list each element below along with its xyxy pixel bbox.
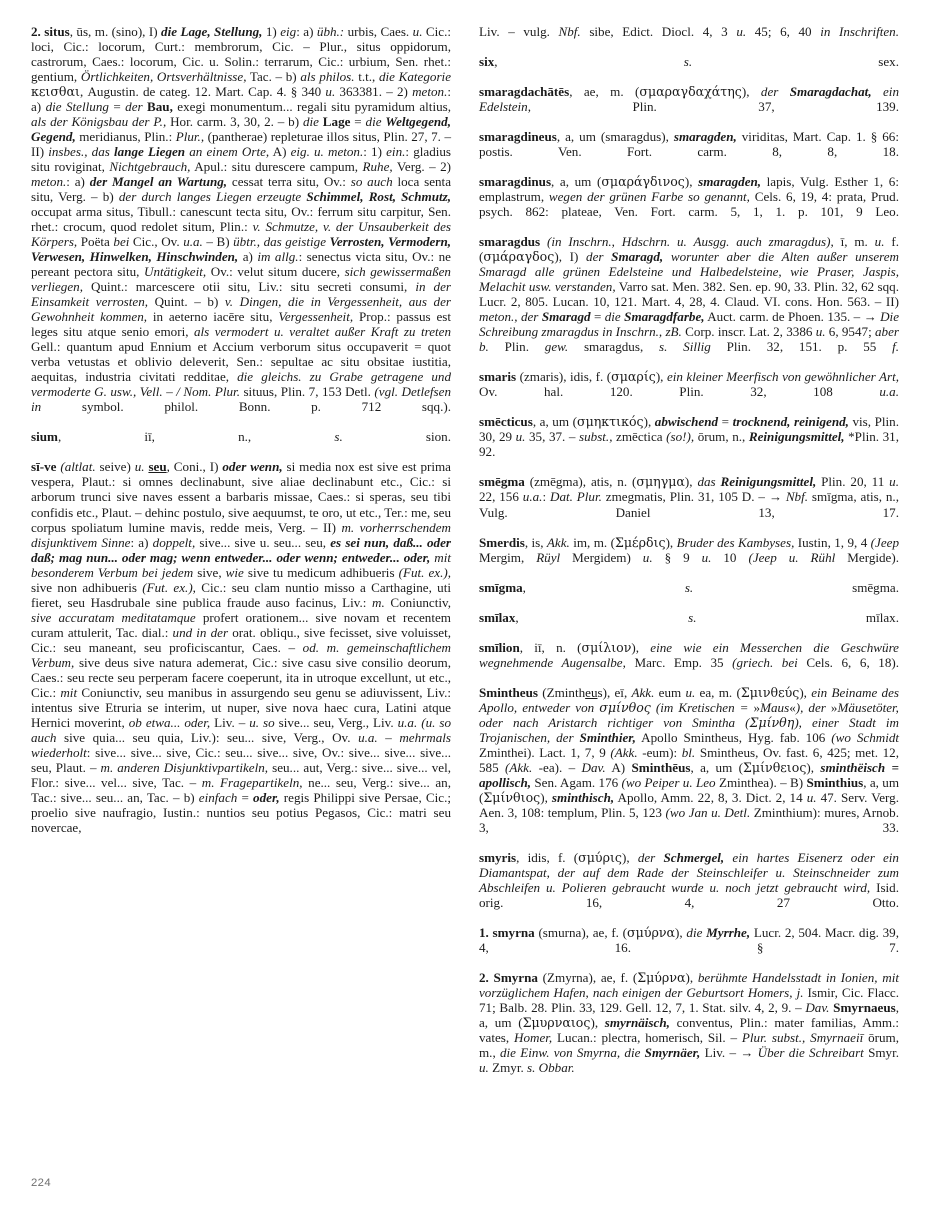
dictionary-entry: smīlax, s. mīlax. [479,609,899,625]
dictionary-entry: 1. smyrna (smurna), ae, f. (σμύρνα), die Myrrhe, Lucr. 2, 504. Macr. dig. 39, 4, 16. § 7. [479,924,899,955]
dictionary-entry: Smintheus (Zmintheus), eī, Akk. eum u. ea, m. (Σμινθεύς), ein Beiname des Apollo, entweder von σμίνθος (im Kretischen = »Maus«), der »Mäusetöter, oder nach Aristarch richtiger von Smintha (Σμίνθη), einer Stadt im Trojanischen, der Sminthier, Apollo Smintheus, Hyg. fab. 106 (wo Schmidt Zminthei). Lact. 1, 7, 9 (Akk. -eum): bl. Smintheus, Ov. fast. 6, 425; met. 12, 585 (Akk. -ea). – Dav. A) Sminthēus, a, um (Σμίνθειος), sminthëisch = apollisch, Sen. Agam. 176 (wo Peiper u. Leo Zminthea). – B) Sminthius, a, um (Σμίνθιος), sminthisch, Apollo, Amm. 22, 8, 3. Dict. 2, 14 u. 47. Serv. Verg. Aen. 3, 108: templum, Plin. 5, 123 (wo Jan u. Detl. Zminthium): mures, Arnob. 3, 33. [479,684,900,835]
dictionary-entry: smaragdineus, a, um (smaragdus), smaragden, viriditas, Mart. Cap. 1. § 66: postis. Ven. Fort. carm. 8, 8, 18. [479,129,899,160]
dictionary-entry: Liv. – vulg. Nbf. sibe, Edict. Diocl. 4, 3 u. 45; 6, 40 in Inschriften. [479,24,899,39]
dictionary-entry: 2. Smyrna (Zmyrna), ae, f. (Σμύρνα), berühmte Handelsstadt in Ionien, mit vorzüglichem Hafen, nach einigen der Geburtsort Homers, j. Ismir, Cic. Flacc. 71; Balb. 28. Plin. 33, 129. Gell. 12, 7, 1. Stat. silv. 4, 2, 9. – Dav. Smyrnaeus, a, um (Σμυρναιος), smyrnäisch, conventus, Plin.: mater familias, Amm.: vates, Homer, Lucan.: plectra, homerisch, Sil. – Plur. subst., Smyrnaeiī ōrum, m., die Einw. von Smyrna, die Smyrnäer, Liv. – → Über die Schreibart Smyr. u. Zmyr. s. Obbar. [479,969,900,1076]
dictionary-entry: 2. situs, ūs, m. (sino), I) die Lage, Stellung, 1) eig: a) übh.: urbis, Caes. u. Cic.: loci, Cic.: locorum, Curt.: membrorum, Cic. – Plur., situs oppidorum, castrorum, Caes.: locorum, Cic. u. Solin.: terrarum, Cic.: urbium, Sen. rhet.: gentium, Örtlichkeiten, Ortsverhältnisse, Tac. – b) als philos. t.t., die Kategorie κεισθαι, Augustin. de categ. 12. Mart. Cap. 4. § 340 u. 363381. – 2) meton.: a) die Stellung = der Bau, exegi monumentum... regali situ pyramidum altius, als der Königsbau der P., Hor. carm. 3, 30, 2. – b) die Lage = die Weltgegend, Gegend, meridianus, Plin.: Plur., (pantherae) repleturae illos situs, Plin. 27, 7. – II) insbes., das lange Liegen an einem Orte, A) eig. u. meton.: 1) ein.: gladius situ roviginat, Nichtgebrauch, Apul.: situ durescere campum, Ruhe, Verg. – 2) meton.: a) der Mangel an Wartung, cessat terra situ, Ov.: so auch loca senta situ, Verg. – b) der durch langes Liegen erzeugte Schimmel, Rost, Schmutz, occupat arma situs, Tibull.: canescunt tecta situ, Ov.: ferrum situ carpitur, Sen. rhet.: crocum, quod redolet situm, Plin.: v. Schmutze, v. der Unsauberkeit des Körpers, Poëta bei Cic., Ov. u.a. – B) übtr., das geistige Verrosten, Vermodern, Verwesen, Hinwelken, Hinschwinden, a) im allg.: senectus victa situ, Ov.: ne pereant pectora situ, Untätigkeit, Ov.: velut situm ducere, sich gewissermaßen verliegen, Quint.: marcescere otii situ, Liv.: situ secreti consumi, in der Einsamkeit verrosten, Quint. – b) v. Dingen, die in Vergessenheit, aus der Gewohnheit kommen, in aeterno iacēre situ, Vergessenheit, Prop.: passus est leges situ atque senio emori, als vermodert u. veraltet außer Kraft zu treten Gell.: quantum apud Ennium et Accium verborum situs occupaverit = quot verba vetustas et oblivio deleverit, Sen.: sepultae ac situ obsitae iustitia, aequitas, industria civitati redditae, die gleichs. zu Grabe getragene und vermoderte G. usw., Vell. – / Nom. Plur. situus, Plin. 7, 153 Detl. (vgl. Detlefsen in symbol. philol. Bonn. p. 712 sqq.). [31,24,452,415]
dictionary-entry: sium, iī, n., s. sion. [31,429,451,445]
two-column-text-body [31,24,904,1146]
dictionary-entry: Smerdis, is, Akk. im, m. (Σμέρδις), Bruder des Kambyses, Iustin, 1, 9, 4 (Jeep Mergim, Rüyl Mergidem) u. § 9 u. 10 (Jeep u. Rühl Mergide). [479,534,899,565]
dictionary-entry: smaris (zmaris), idis, f. (σμαρίς), ein kleiner Meerfisch von gewöhnlicher Art, Ov. hal. 120. Plin. 32, 108 u.a. [479,369,899,400]
dictionary-entry: smaragdinus, a, um (σμαράγδινος), smaragden, lapis, Vulg. Esther 1, 6: emplastrum, wegen der grünen Farbe so genannt, Cels. 6, 19, 4: prata, Prud. psych. 862: plateae, Ven. Fort. carm. 5, 1, 1. p. 101, 9 Leo. [479,174,900,220]
dictionary-entry: smaragdus (in Inschrn., Hdschrn. u. Ausgg. auch zmaragdus), ī, m. u. f. (σμάραγδος), I) der Smaragd, worunter aber die Alten außer unserem Smaragd alle grünen Edelsteine und Halbedelsteine, wie Praser, Jaspis, Melachit usw. verstanden, Varro sat. Men. 382. Sen. ep. 90, 33. Plin. 32, 62 sqq. Lucr. 2, 805. Lucan. 10, 121. Mart. 4, 28, 4. Claud. VI. cons. Hon. 563. – II) meton., der Smaragd = die Smaragdfarbe, Auct. carm. de Phoen. 135. – → Die Schreibung zmaragdus in Inschrn., zB. Corp. inscr. Lat. 2, 3386 u. 6, 9547; aber b. Plin. gew. smaragdus, s. Sillig Plin. 32, 151. p. 55 f. [479,234,900,355]
dictionary-entry: smyris, idis, f. (σμύρις), der Schmergel, ein hartes Eisenerz oder ein Diamantspat, der auf dem Rade der Steinschleifer u. Steinschneider zum Abschleifen u. Polieren gebraucht wurde u. noch jetzt gebraucht wird, Isid. orig. 16, 4, 27 Otto. [479,849,899,910]
left-column [31,24,451,835]
page-number: 224 [31,1177,52,1189]
dictionary-entry: six, s. sex. [479,54,899,70]
dictionary-entry: sī-ve (altlat. seive) u. seu, Coni., I) oder wenn, si media nox est sive est prima vespera, Plaut.: si omnes declinabunt, sive aliae declinabunt etc., Cic.: si arborum trunci sive naves essent a barbaris missae, Caes.: si speras, seu tibi confidis etc., Plaut. – dehinc postulo, sive aequumst, te oro, ut etc., Ter.: me, seu corpus spoliatum lumine mavis, redde meis, Verg. – II) m. vorherrschendem disjunktivem Sinne: a) doppelt, sive... sive u. seu... seu, es sei nun, daß... oder daß; mag nun... oder mag; wenn entweder... oder wenn; entweder... oder, mit besonderem Verbum bei jedem sive, wie sive tu medicum adhibueris (Fut. ex.), sive non adhibueris (Fut. ex.), Cic.: seu clam nuntio misso a Carthagine, uti fieret, seu Hasdrubale sine publica fraude auso facinus, Liv.: m. Coniunctiv, sive accuratam meditatamque profert orationem... sive novam et recentem curam attulerit, Tac. dial.: und in der orat. obliqu., sive fecisset, sive voluisset, Cic.: seu maneant, seu proficiscantur, Caes. – od. m. gemeinschaftlichem Verbum, sive deus sive natura ademerat, Cic.: sive casu sive consilio deorum, Caes.: seu recte seu perperam facere coeperunt, ita in utroque excellunt, ut etc., Cic.: mit Coniunctiv, seu manibus in assurgendo seu genu se adiuvissent, Liv.: intentus sive Etruria se interim, ut nuper, sive nova haec cura, Latini atque Hernici moverint, ob etwa... oder, Liv. – u. so sive... seu, Verg., Liv. u.a. (u. so auch sive quia... seu quia, Liv.): seu... sive, Verg., Ov. u.a. – mehrmals wiederholt: sive... sive... sive, Cic.: seu... sive... sive, Ov.: sive... sive... sive... seu, Plaut. – m. anderen Disjunktivpartikeln, seu... aut, Verg.: sive... sive... vel, Flor.: sive... vel... sive, Tac. – m. Fragepartikeln, ne... seu, Verg.: sive... an, Tac.: sive... seu... an, Tac. – b) einfach = oder, regis Philippi sive Persae, Cic.; proelio sive naufragio, Iustin.: nuntios seu potius Pegasos, Cic.: matri seu novercae, [31,459,452,835]
dictionary-entry: smēcticus, a, um (σμηκτικός), abwischend = trocknend, reinigend, vis, Plin. 30, 29 u. 35, 37. – subst., zmēctica (so!), ōrum, n., Reinigungsmittel, *Plin. 31, 92. [479,414,899,460]
dictionary-entry: smīgma, s. smēgma. [479,579,900,595]
right-column [479,24,899,1075]
dictionary-entry: smēgma (zmēgma), atis, n. (σμηγμα), das Reinigungsmittel, Plin. 20, 11 u. 22, 156 u.a.: Dat. Plur. zmegmatis, Plin. 31, 105 D. – → Nbf. smīgma, atis, n., Vulg. Daniel 13, 17. [479,474,899,520]
dictionary-entry: smaragdachātēs, ae, m. (σμαραγδαχάτης), der Smaragdachat, ein Edelstein, Plin. 37, 139. [479,84,899,115]
dictionary-entry: smīlion, iī, n. (σμίλιον), eine wie ein Messerchen die Geschwüre wegnehmende Augensalbe, Marc. Emp. 35 (griech. bei Cels. 6, 6, 18). [479,639,900,670]
